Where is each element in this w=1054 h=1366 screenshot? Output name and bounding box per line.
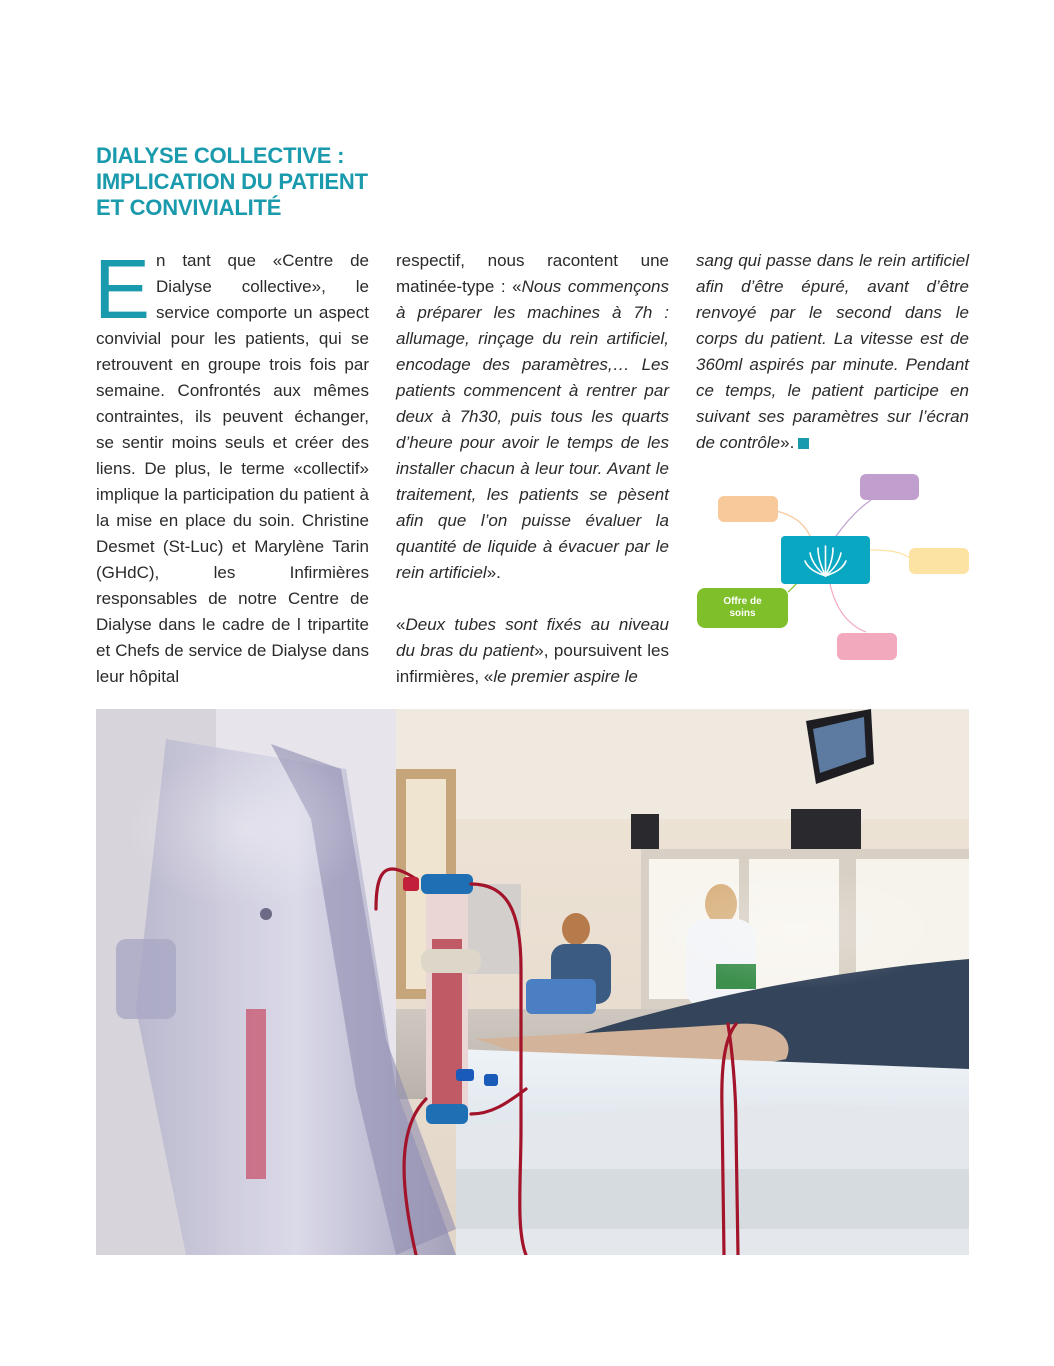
quote-span: Nous commençons à préparer les machines à 7h : allumage, rinçage du rein artificiel, encodage des paramètres,… Les patients commencent à rentrer par deux à 7h30, puis tous les quarts d’heure pour avoir le temps de les installer chacun à leur tour. Avant le traitement, les patients se pèsent afin que l’on puisse évaluer la quantité de liquide à évacuer par le rein artificiel [396,277,669,582]
column-2-paragraph-1 [396,248,669,586]
title-line: IMPLICATION DU PATIENT [96,169,368,194]
offre-label-line-1: Offre de [723,596,762,607]
photo-illustration [96,709,969,1255]
text-span: « [396,615,406,634]
mindmap-node-peach [718,496,778,522]
mindmap-node-purple [860,474,919,500]
column-2-paragraph-2 [396,612,669,690]
article-column-2 [396,248,669,690]
quote-span: Deux tubes sont fixés au niveau du bras du patient [396,615,669,660]
mindmap-center-node [781,536,870,584]
end-mark-icon [798,438,809,449]
text-span: ». [486,563,501,582]
dialysis-room-photo [96,709,969,1255]
article-column-1 [94,242,369,690]
text-span: respectif, nous racontent une matinée-type : « [396,251,669,296]
drop-cap: E [94,242,151,336]
article-title [96,143,456,221]
quote-span: le premier aspire le [493,667,638,686]
text-span: », poursuivent les infirmières, « [396,641,669,686]
offre-label-line-2: soins [729,608,756,619]
text-span: ». [780,433,795,452]
article-column-3 [696,248,969,456]
mindmap-node-offre-de-soins [697,588,788,628]
column-1-text: n tant que «Centre de Dialyse collective», le service comporte un aspect convivial pour les patients, qui se retrouvent en groupe trois fois par semaine. Confrontés aux mêmes contraintes, ils peuvent échanger, se sentir moins seuls et créer des liens. De plus, le terme «collectif» implique la participation du patient à la mise en place du soin. Christine Desmet (St-Luc) et Marylène Tarin (GHdC), les Infirmières responsables de notre Centre de Dialyse dans le cadre de l tripartite et Chefs de service de Dialyse dans leur hôpital [96,251,369,686]
column-3-text: sang qui passe dans le rein artificiel afin d’être épuré, avant d’être renvoyé par le second dans le corps du patient. La vitesse est de 360ml aspirés par minute. Pendant ce temps, le patient participe en suivant ses paramètres sur l’écran de contrôle [696,251,969,452]
kidney-logo-icon [781,536,870,584]
title-line: ET CONVIVIALITÉ [96,195,282,220]
mindmap-node-pink [837,633,897,660]
mindmap-node-yellow [909,548,969,574]
title-line: DIALYSE COLLECTIVE : [96,143,345,168]
